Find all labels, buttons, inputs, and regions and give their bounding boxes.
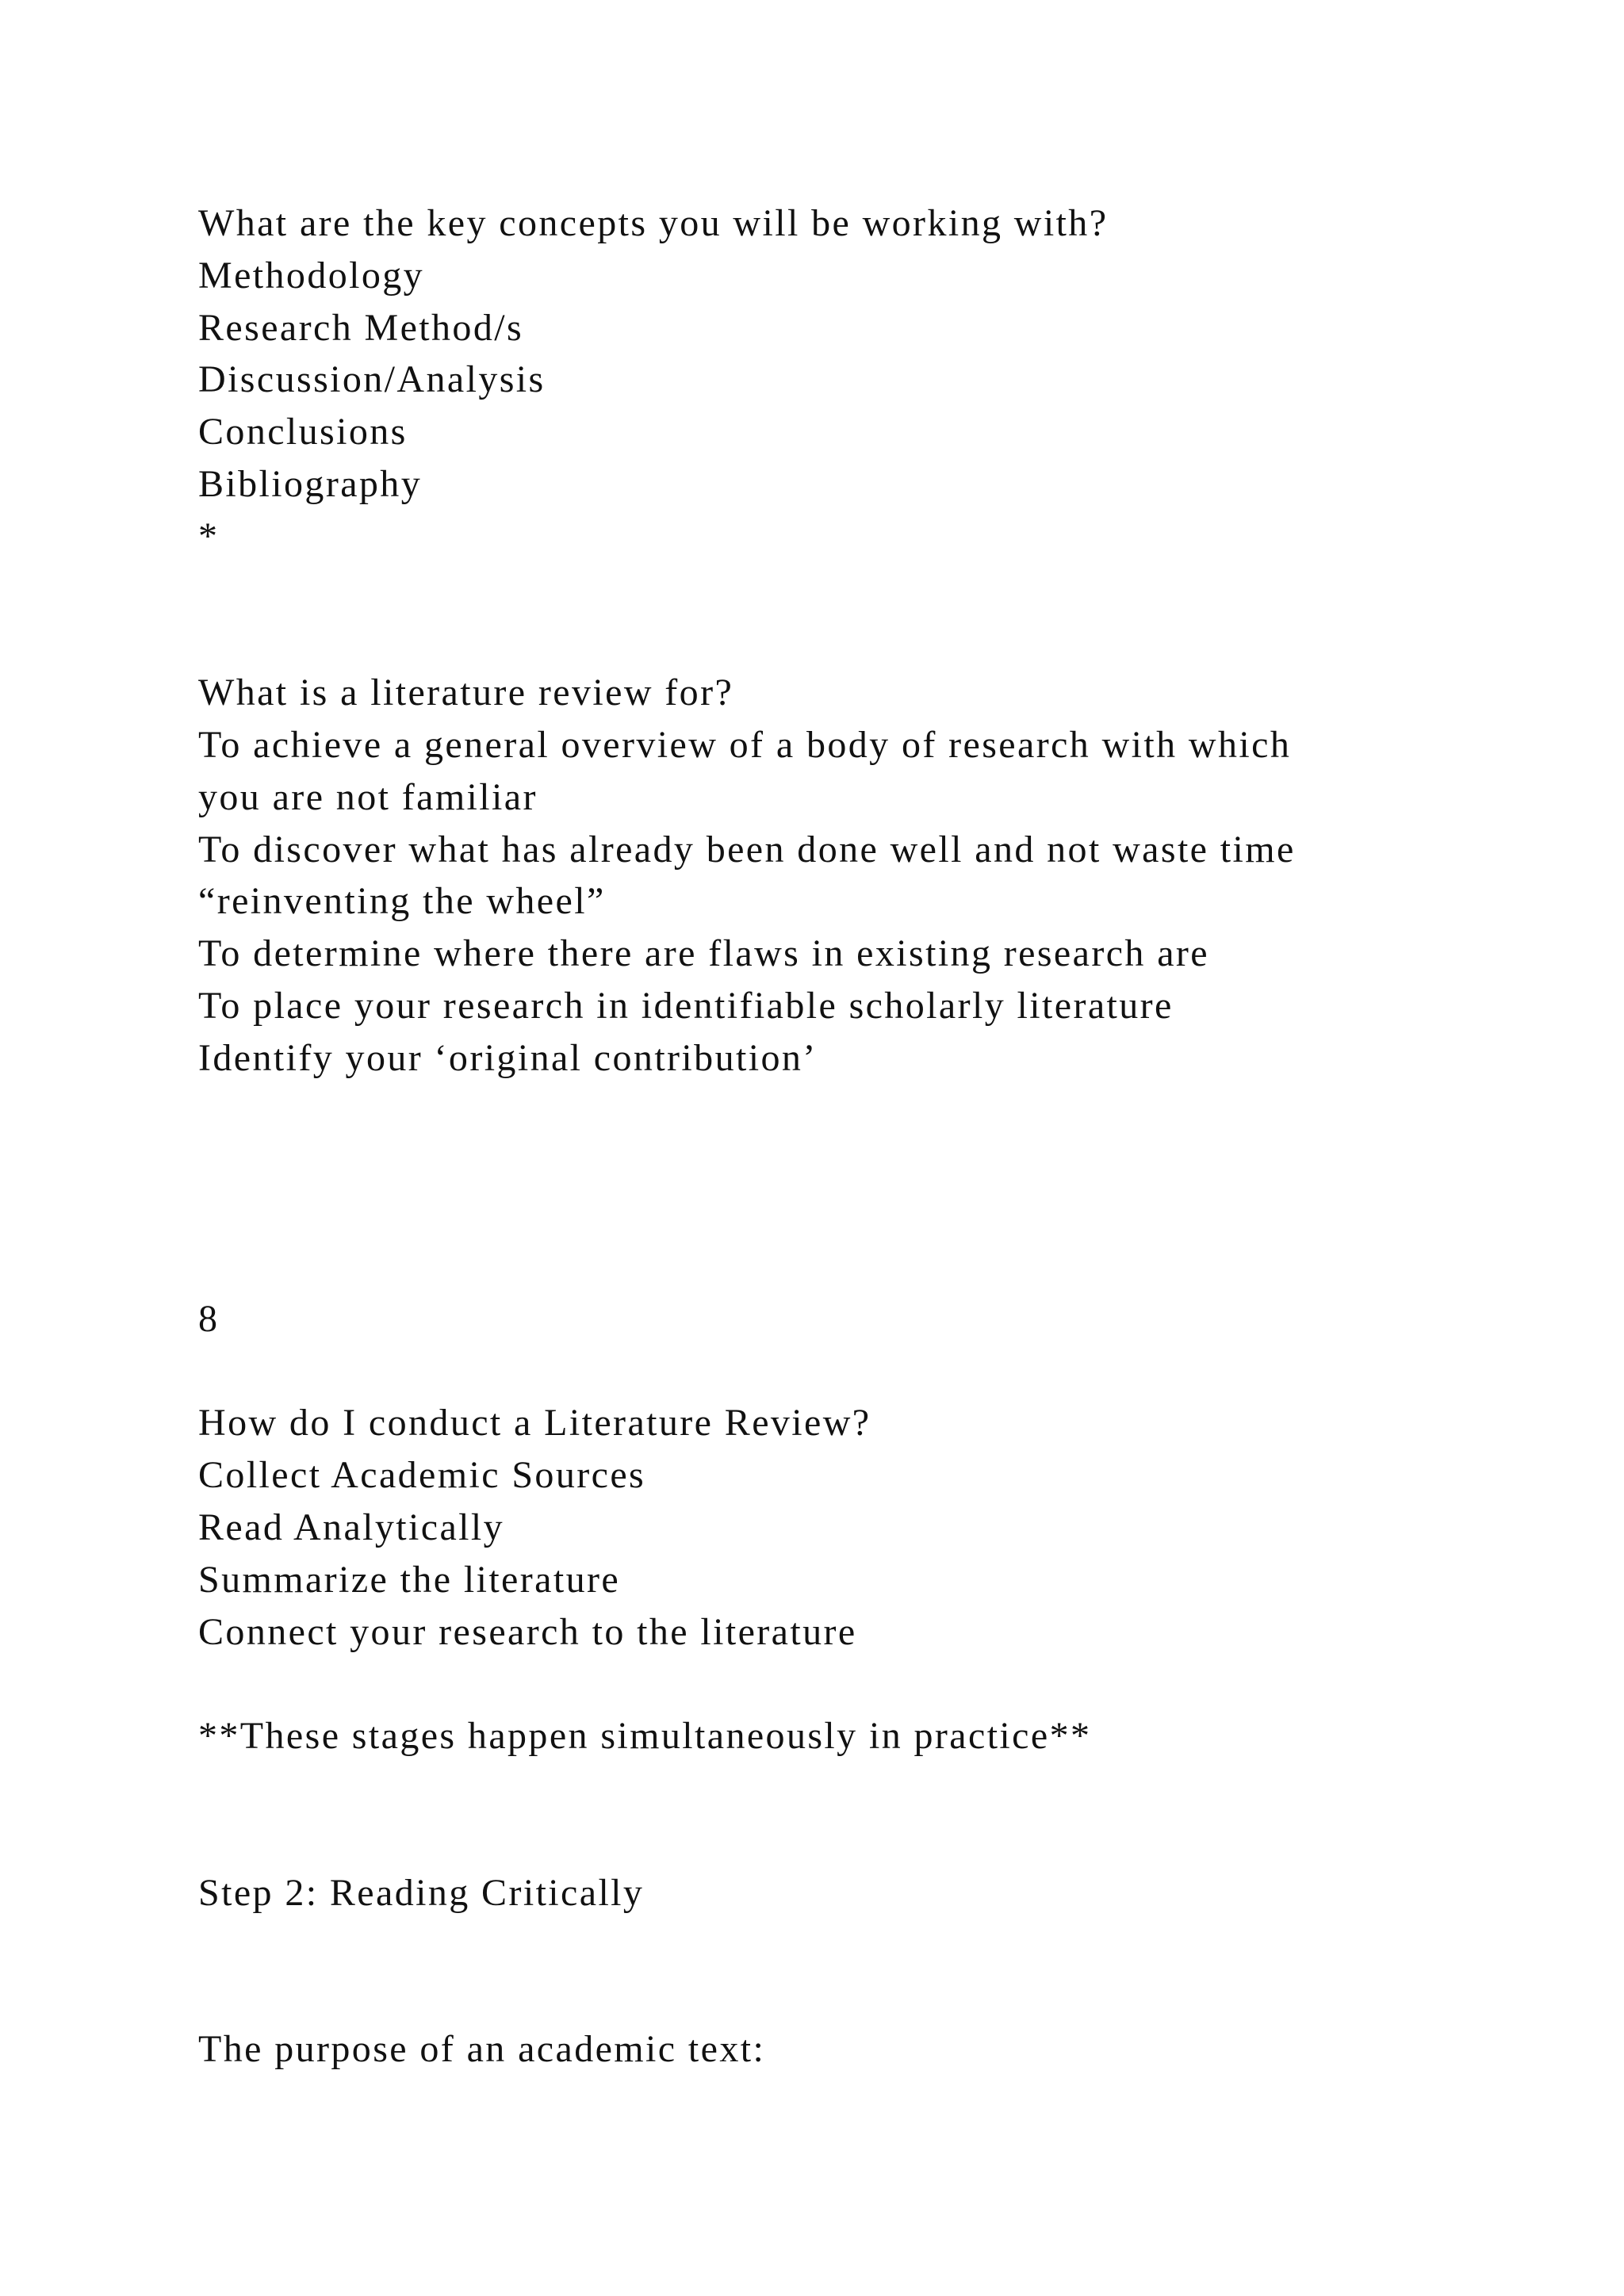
text-line: Bibliography <box>198 463 423 505</box>
section-heading: Step 2: Reading Critically <box>198 1872 645 1914</box>
text-line: Collect Academic Sources <box>198 1454 646 1496</box>
slide-number: 8 <box>198 1298 220 1340</box>
text-line: Conclusions <box>198 411 408 453</box>
text-line: To determine where there are flaws in existing research are <box>198 932 1210 974</box>
section-heading: The purpose of an academic text: <box>198 2028 766 2070</box>
note-line: **These stages happen simultaneously in practice** <box>198 1715 1092 1757</box>
text-line: Research Method/s <box>198 307 524 349</box>
text-line: Read Analytically <box>198 1506 505 1548</box>
text-line: Connect your research to the literature <box>198 1611 857 1653</box>
text-line: To achieve a general overview of a body of research with which <box>198 724 1292 766</box>
section-heading: How do I conduct a Literature Review? <box>198 1402 871 1444</box>
text-line: you are not familiar <box>198 776 538 818</box>
text-line: To discover what has already been done well and not waste time <box>198 828 1296 871</box>
text-line: Methodology <box>198 254 425 297</box>
text-line: “reinventing the wheel” <box>198 880 606 922</box>
text-line: Discussion/Analysis <box>198 358 546 400</box>
text-line: Summarize the literature <box>198 1559 621 1601</box>
section-heading: What is a literature review for? <box>198 672 734 714</box>
text-line: Identify your ‘original contribution’ <box>198 1037 818 1079</box>
asterisk-separator: * <box>198 515 220 557</box>
text-line: To place your research in identifiable scholarly literature <box>198 985 1174 1027</box>
text-line: What are the key concepts you will be working with? <box>198 202 1109 244</box>
